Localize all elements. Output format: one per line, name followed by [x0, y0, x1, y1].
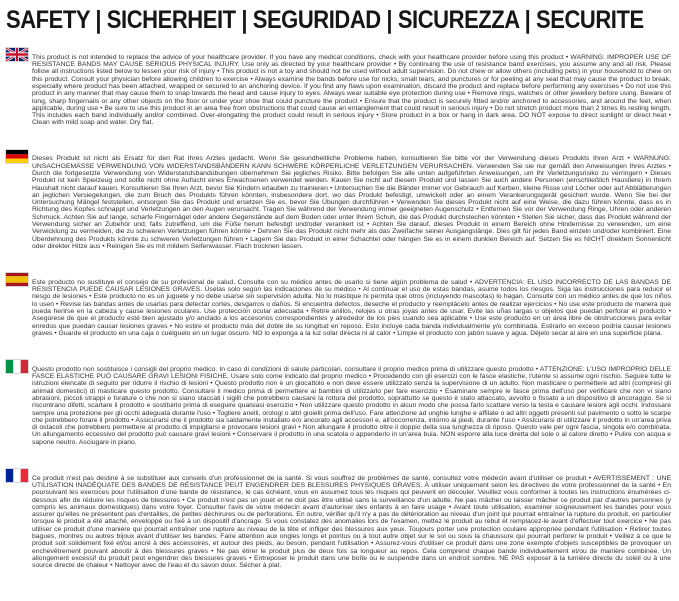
safety-text-italian: Questo prodotto non sostituisce i consigli del proprio medico. In caso di condizioni di salute particolari, consultare il proprio medico prima di utilizzare questo prodotto • ATTENZIONE: L'USO IMPROPRIO DELLE FASCE ELASTICHE PUÒ CAUSARE GRAVI LESIONI FISICHE. Usare solo come indicato dal proprio medico • Procedendo con gli esercizi con le fasce elastiche, l'utente si assume ogni rischio. Seguire tutte le istruzioni elencate di seguito per ridurre il rischio di lesioni • Questo prodotto non è un giocattolo e non deve essere utilizzato senza la supervisione di un adulto. Non masticare o permettere ad altri (compresi gli animali domestici) di masticare questo prodotto. Consultare il medico prima di permettere ai bambini di utilizzarlo per fare esercizio • Esaminare sempre le fasce prima dell'uso per verificare che non vi siano abrasioni, piccoli strappi e forature o che non si siano staccati i sigilli che potrebbero causare la rottura del prodotto, soprattutto se questo è stato attaccato, avvolto o fissato a un dispositivo di ancoraggio. Se si riscontrano difetti, scartare il prodotto e sostituirlo prima di eseguire qualsiasi esercizio • Non utilizzare questo prodotto in alcun modo che possa farlo scattare verso la testa e causare lesioni agli occhi. Indossare sempre una protezione per gli occhi adeguata durante l'uso • Togliere anelli, orologi o altri gioielli prima dell'uso. Fare attenzione ad unghie lunghe e affilate o ad altri oggetti presenti sul pavimento o sotto le scarpe che potrebbero forare il prodotto • Assicurarsi che il prodotto sia saldamente installato e/o ancorato agli accessori e, all'occorrenza, intorno ai piedi, durante l'uso • Assicurarsi di utilizzare il prodotto in un'area priva di ostacoli che potrebbero permettere al prodotto di impigliarsi e provocare lesioni gravi • Non allungare il prodotto oltre il doppio della sua lunghezza di riposo. Questo vale per ogni fascia, singola e/o combinata. Un allungamento eccessivo del prodotto può causare gravi lesioni • Conservare il prodotto in una scatola o appenderlo in un'area buia. NON esporre alla luce diretta del sole o al calore diretto • Pulire con acqua e sapone neutro. Asciugare in piano. [32, 365, 671, 446]
page-title: SAFETY | SICHERHEIT | SEGURIDAD | SICUREZZA | SECURITE [6, 6, 644, 34]
flag-column [6, 468, 32, 482]
section-french [6, 468, 671, 576]
safety-text-french: Ce produit n'est pas destiné à se substituer aux conseils d'un professionnel de la santé. Si vous souffrez de problèmes de santé, consultez votre médecin avant d'utiliser ce produit • AVERTISSEMENT : UNE UTILISATION INADÉQUATE DES BANDES DE RÉSISTANCE PEUT ENGENDRER DES BLESSURES PHYSIQUES GRAVES. À utiliser uniquement selon les directives de votre professionnel de la santé • En poursuivant les exercices pour l'utilisation d'une bande de résistance, le cas échéant, vous en assumez tous les risques qui peuvent en découler. Veuillez vous conformer à toutes les instructions énumérées ci-dessous afin de réduire les risques de blessures • Ce produit n'est pas un jouet et ne doit pas être utilisé sans la surveillance d'un adulte. Ne pas mâcher ou laisser mâcher ce produit par d'autres personnes (y compris les animaux domestiques) dans votre foyer. Consulter l'avis de votre médecin avant d'autoriser des enfants à en faire usage • Avant toute utilisation, examiner soigneusement les bandes pour vous assurer qu'elles ne présentent pas d'entailles, de petites déchirures ou de perforations. En outre, vérifier qu'il n'y a pas de détérioration au niveau d'un joint qui pourrait entraîner la rupture du produit, en particulier lorsque le produit a été attaché, enveloppé ou fixé à un dispositif d'ancrage. Si vous constatez des anomalies lors de l'examen, mettez le produit au rebut et remplacez-le avant d'effectuer tout exercice • Ne pas utiliser ce produit d'une manière qui pourrait entraîner une rupture au niveau de la tête et infliger des blessures aux yeux. Toujours porter une protection oculaire appropriée pendant l'utilisation • Retirer toutes bagues, montres ou autres bijoux avant d'utiliser les bandes. Faire attention aux ongles longs et pointus ou à tout autre objet sur le sol ou sous la chaussure qui pourrait perforer le produit • Veillez à ce que le produit soit solidement fixé et/ou ancré à des accessoires, et autour des pieds, au besoin, pendant l'utilisation • Assurez-vous d'utiliser ce produit dans une zone exempte d'objets susceptibles de provoquer un enchevêtrement pouvant aboutir à des blessures graves • Ne pas étirer le produit plus de deux fois sa longueur au repos. Cela comprend chaque bande individuellement et/ou de manière combinée. Un allongement excessif du produit peut engendrer des blessures graves • Entreposer le produit dans une boîte ou le suspendre dans un endroit sombre. NE PAS exposer à la lumière directe du soleil ou à une source directe de chaleur • Nettoyer avec de l'eau et du savon doux. Sécher à plat. [32, 474, 671, 570]
section-italian [6, 359, 671, 453]
spain-flag-icon [6, 273, 28, 286]
flag-column [6, 359, 32, 373]
flag-column [6, 47, 32, 61]
france-flag-icon [6, 469, 28, 482]
section-spanish [6, 272, 671, 344]
section-english [6, 47, 671, 134]
uk-flag-icon [6, 48, 28, 61]
safety-sheet [6, 6, 671, 576]
flag-column [6, 272, 32, 286]
safety-text-spanish: Este producto no sustituye el consejo de su profesional de salud. Consulte con su médico antes de usarlo si tiene algún problema de salud • ADVERTENCIA: EL USO INCORRECTO DE LAS BANDAS DE RESISTENCIA PUEDE CAUSAR LESIONES GRAVES. Úselas solo según las indicaciones de su médico • Al continuar el uso de estas bandas, asume todos los riesgos. Siga las instrucciones para reducir el riesgo de lesiones • Este producto no es un juguete y no debe usarse sin supervisión adulta. No lo mastique ni permita que otros (incluyendo mascotas) lo hagan. Consulte con un médico antes de que los niños lo usen • Revise las bandas antes de usarlas para detectar cortes, desgarros o daños. Si encuentra defectos, deseche el producto y reemplácelo antes de realizar ejercicios • No use este producto de manera que pueda herirse en la cabeza y cause lesiones oculares. Use protección ocular adecuada • Retire anillos, relojes u otras joyas antes de usar. Evite las uñas largas u objetos que puedan perforar el producto • Asegúrese de que el producto esté bien ajustado y/o anclado a los accesorios correspondientes y alrededor de los pies cuando sea aplicable • Use este producto en un área libre de obstrucciones para evitar enredos que puedan causar lesiones graves • No estire el producto más del doble de su longitud en reposo. Esto incluye cada banda individualmente y/o combinada. Estirarlo en exceso podría causar lesiones graves • Guarde el producto en una caja o cuélguelo en un lugar oscuro. NO lo exponga a la luz solar directa ni al calor • Limpie el producto con jabón suave y agua. Déjelo secar al aire en una superficie plana. [32, 278, 671, 337]
italy-flag-icon [6, 360, 28, 373]
safety-text-english: This product is not intended to replace the advice of your healthcare provider. If you have any medical conditions, check with your healthcare provider before using this product • WARNING: IMPROPER USE OF RESISTANCE BANDS MAY CAUSE SERIOUS PHYSICAL INJURY. Use only as directed by your healthcare provider • By continuing the use of resistance band exercises, you assume any and all risk. Please follow all instructions listed below to lessen your risk of injury • This product is not a toy and should not be used without adult supervision. Do not chew or allow others (including pets) in your household to chew on this product. Consult your physician before allowing children to exercise • Always examine the bands before use for nicks, small tears, and punctures or for peeling at any seal that may cause the product to break, especially where product has been attached, wrapped or secured to an anchoring device. If you find any flaws upon examination, discard the product and replace before performing any exercises • Do not use this product in any manner that may cause them to snap towards the head and cause injury to eyes. Always wear suitable eye protection during use • Remove rings, watches or other jewellery before using. Beware of long, sharp fingernails or any other objects on the floor or under your shoe that could puncture the product • Ensure that the product is securely fitted and/or anchored to accessories, and around the feet, when applicable, during use • Be sure to use this product in an area free from obstructions that could cause an entanglement that could result in serious injury • Do not stretch product more than 2 times its resting length. This includes each band individually and/or combined. Over-elongating the product could result in serious injury • Store product in a box or hang in dark area. DO NOT expose to direct sunlight or direct heat • Clean with mild soap and water. Dry flat. [32, 53, 671, 127]
flag-column [6, 149, 32, 163]
germany-flag-icon [6, 150, 28, 163]
safety-text-german: Dieses Produkt ist nicht als Ersatz für den Rat Ihres Arztes gedacht. Wenn Sie gesundheitliche Probleme haben, konsultieren Sie bitte vor der Verwendung dieses Produkts Ihren Arzt • WARNUNG: UNSACHGEMÄSSE VERWENDUNG VON WIDERSTANDSBÄNDERN KANN SCHWERE KÖRPERLICHE VERLETZUNGEN VERURSACHEN. Verwenden Sie sie nur gemäß den Anweisungen Ihres Arztes • Durch die fortgesetzte Verwendung von Widerstandsbandübungen übernehmen Sie jegliches Risiko. Bitte befolgen Sie alle unten aufgeführten Anweisungen, um Ihr Verletzungsrisiko zu verringern • Dieses Produkt ist kein Spielzeug und sollte nicht ohne Aufsicht eines Erwachsenen verwendet werden. Kauen Sie nicht auf diesem Produkt und lassen Sie auch andere Personen (einschließlich Haustiere) in Ihrem Haushalt nicht darauf kauen. Konsultieren Sie Ihren Arzt, bevor Sie Kindern erlauben zu trainieren • Untersuchen Sie die Bänder immer vor Gebrauch auf Kerben, kleine Risse und Löcher oder auf Abblätterungen an jeglichen Versiegelungen, die zum Bruch des Produkts führen könnten, insbesondere dort, wo das Produkt befestigt, umwickelt oder an einem Verankerungsgerät gesichert wurde. Wenn Sie bei der Untersuchung Mängel feststellen, entsorgen Sie das Produkt und ersetzen Sie es, bevor Sie Übungen durchführen • Verwenden Sie dieses Produkt nicht auf eine Weise, die dazu führen könnte, dass es in Richtung des Kopfes schnappt und Verletzungen an den Augen verursacht. Tragen Sie während der Verwendung immer geeigneten Augenschutz • Entfernen Sie vor der Verwendung Ringe, Uhren oder anderen Schmuck. Achten Sie auf lange, scharfe Fingernägel oder andere Gegenstände auf dem Boden oder unter Ihrem Schuh, die das Produkt durchstechen könnten • Stellen Sie sicher, dass das Produkt während der Verwendung sicher an Zubehör und, falls zutreffend, um die Füße herum befestigt und/oder verankert ist • Achten Sie darauf, dieses Produkt in einem Bereich ohne Hindernisse zu verwenden, um eine Verwicklung zu vermeiden, die zu schweren Verletzungen führen könnte • Dehnen Sie das Produkt nicht mehr als das Zweifache seiner Ausgangslänge. Dies gilt für jedes Band einzeln und/oder kombiniert. Eine Überdehnung des Produkts könnte zu schweren Verletzungen führen • Lagern Sie das Produkt in einer Schachtel oder hängen Sie es in einem dunklen Bereich auf. Setzen Sie es NICHT direktem Sonnenlicht oder direkter Hitze aus • Reinigen Sie es mit mildem Seifenwasser. Flach trocknen lassen. [32, 155, 671, 250]
section-german [6, 149, 671, 257]
